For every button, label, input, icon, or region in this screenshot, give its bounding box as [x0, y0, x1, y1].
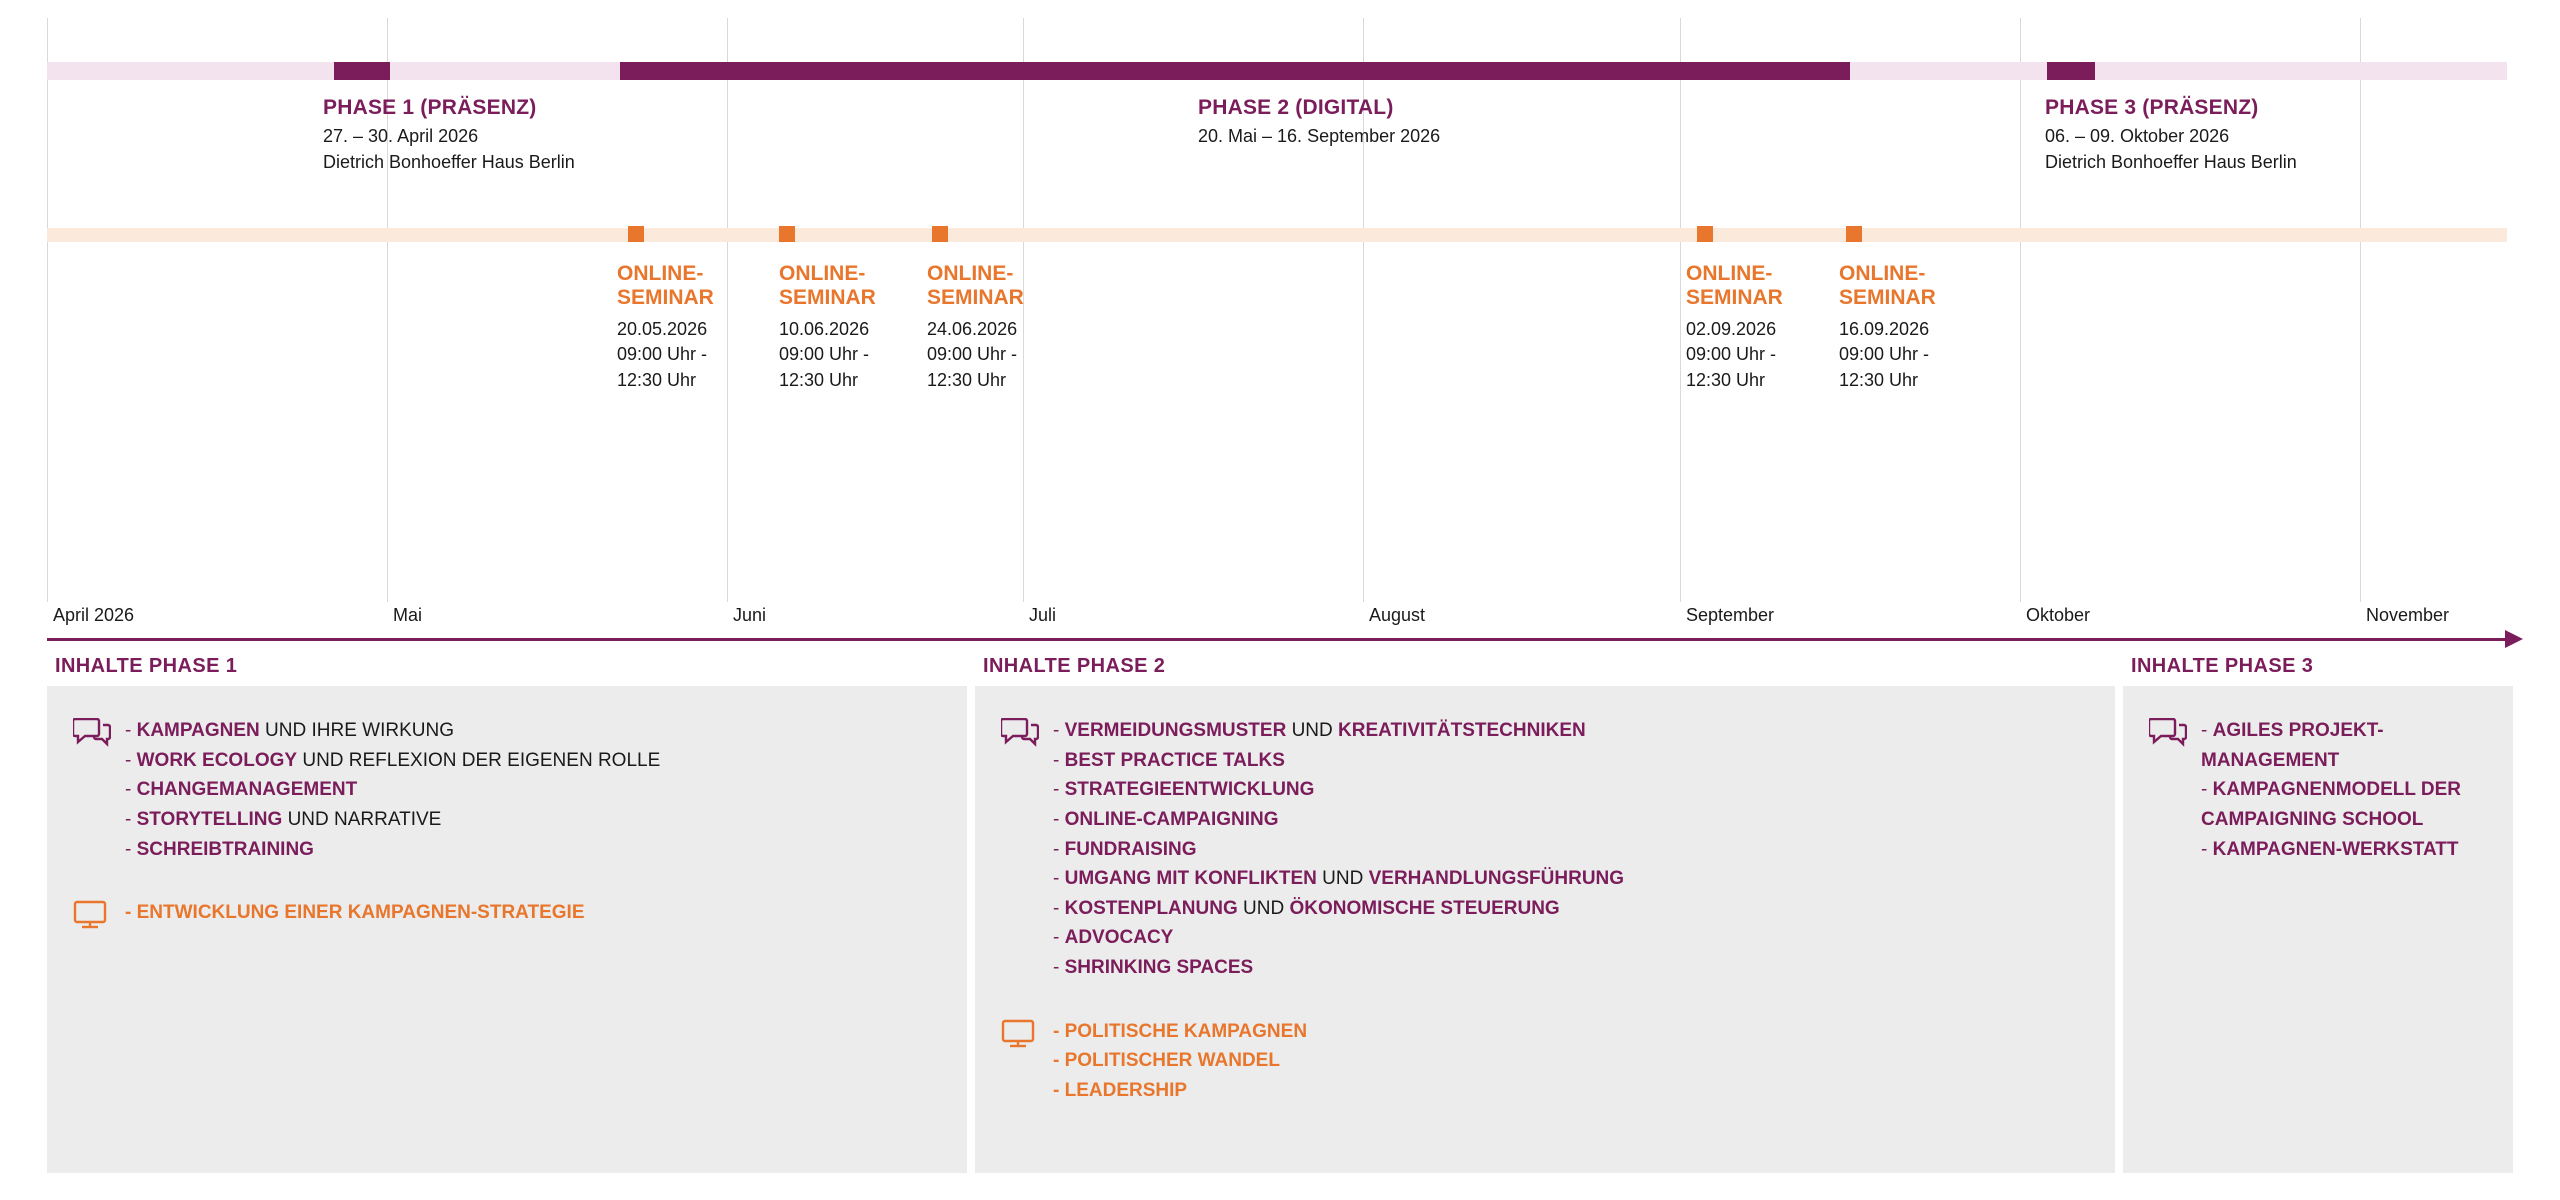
- content-group: [1001, 1017, 2089, 1106]
- seminar-marker-1: [628, 226, 644, 242]
- gridline-5: [1680, 18, 1681, 602]
- seminar-date: 24.06.2026: [927, 318, 1018, 339]
- content-item-list: [1053, 1017, 2089, 1106]
- month-label: Juni: [733, 605, 767, 625]
- phase-block-2: [1198, 96, 1440, 150]
- seminar-time-from: 09:00 Uhr -: [1686, 344, 1777, 365]
- content-group: [73, 898, 941, 935]
- list-item: - LEADERSHIP: [1053, 1079, 1188, 1101]
- seminar-marker-4: [1697, 226, 1713, 242]
- seminar-title: ONLINE- SEMINAR: [927, 262, 1024, 310]
- seminar-date: 16.09.2026: [1839, 318, 1930, 339]
- list-item: - KAMPAGNEN-WERKSTATT: [2201, 838, 2459, 860]
- seminar-time-to: 12:30 Uhr: [779, 369, 859, 390]
- month-label: Mai: [393, 605, 423, 625]
- seminar-marker-5: [1846, 226, 1862, 242]
- timeline-axis: [47, 638, 2507, 641]
- list-item: - AGILES PROJEKT- MANAGEMENT: [2201, 720, 2384, 771]
- month-label: Juli: [1029, 605, 1057, 625]
- seminar-time-from: 09:00 Uhr -: [1839, 344, 1930, 365]
- speech-bubble-icon: [73, 716, 113, 753]
- phase-location: Dietrich Bonhoeffer Haus Berlin: [2045, 151, 2297, 172]
- list-item: - VERMEIDUNGSMUSTER UND KREATIVITÄTSTECHNIKEN: [1053, 720, 1586, 741]
- seminar-marker-2: [779, 226, 795, 242]
- phase-block-1: [323, 96, 575, 175]
- list-item: - ENTWICKLUNG EINER KAMPAGNEN-STRATEGIE: [125, 902, 585, 924]
- list-item: - POLITISCHER WANDEL: [1053, 1050, 1280, 1072]
- seminar-time-to: 12:30 Uhr: [927, 369, 1007, 390]
- list-item: - WORK ECOLOGY UND REFLEXION DER EIGENEN ROLLE: [125, 749, 661, 771]
- seminar-time-from: 09:00 Uhr -: [617, 344, 708, 365]
- seminar-block-1: [617, 262, 745, 393]
- seminar-date: 10.06.2026: [779, 318, 870, 339]
- timeline-axis-arrow-icon: [2505, 630, 2523, 648]
- content-item-list: [2201, 716, 2487, 864]
- month-label: April 2026: [53, 605, 135, 625]
- list-item: - ONLINE-CAMPAIGNING: [1053, 808, 1279, 830]
- seminar-title: ONLINE- SEMINAR: [617, 262, 714, 310]
- list-item: - BEST PRACTICE TALKS: [1053, 749, 1285, 771]
- month-label: September: [1686, 605, 1775, 625]
- phase-title: PHASE 2 (DIGITAL): [1198, 96, 1394, 119]
- gridline-6: [2020, 18, 2021, 602]
- list-item: - CHANGEMANAGEMENT: [125, 779, 358, 801]
- speech-bubble-icon: [2149, 716, 2189, 753]
- panel-phase-3: [2123, 655, 2513, 1173]
- list-item: - KAMPAGNENMODELL DER CAMPAIGNING SCHOOL: [2201, 779, 2462, 830]
- phase-block-3: [2045, 96, 2297, 175]
- gridline-7: [2360, 18, 2361, 602]
- phase-title: PHASE 3 (PRÄSENZ): [2045, 96, 2259, 119]
- phase-bar-2: [620, 62, 1850, 80]
- seminar-date: 02.09.2026: [1686, 318, 1777, 339]
- list-item: - STORYTELLING UND NARRATIVE: [125, 808, 442, 830]
- list-item: - SHRINKING SPACES: [1053, 957, 1254, 978]
- panel-phase-1: [47, 655, 967, 1173]
- panel-header: INHALTE PHASE 3: [2131, 655, 2314, 677]
- monitor-icon: [73, 898, 113, 935]
- seminar-time-to: 12:30 Uhr: [617, 369, 697, 390]
- list-item: - STRATEGIEENTWICKLUNG: [1053, 779, 1315, 801]
- list-item: - POLITISCHE KAMPAGNEN: [1053, 1020, 1308, 1042]
- seminar-track-background: [47, 228, 2507, 242]
- phase-title: PHASE 1 (PRÄSENZ): [323, 96, 537, 119]
- list-item: - UMGANG MIT KONFLIKTEN UND VERHANDLUNGSFÜHRUNG: [1053, 868, 1625, 890]
- seminar-time-to: 12:30 Uhr: [1839, 369, 1919, 390]
- seminar-block-3: [927, 262, 1055, 393]
- phase-bar-3: [2047, 62, 2095, 80]
- seminar-time-to: 12:30 Uhr: [1686, 369, 1766, 390]
- seminar-marker-3: [932, 226, 948, 242]
- seminar-time-from: 09:00 Uhr -: [927, 344, 1018, 365]
- seminar-block-4: [1686, 262, 1814, 393]
- monitor-icon: [1001, 1017, 1041, 1054]
- seminar-title: ONLINE- SEMINAR: [779, 262, 876, 310]
- month-label: Oktober: [2026, 605, 2091, 625]
- panel-body: [975, 686, 2115, 1173]
- month-label: August: [1369, 605, 1426, 625]
- content-group: [73, 716, 941, 864]
- gridline-0: [47, 18, 48, 602]
- phase-bar-1: [334, 62, 390, 80]
- phase-dates: 27. – 30. April 2026: [323, 126, 479, 146]
- seminar-title: ONLINE- SEMINAR: [1839, 262, 1936, 310]
- panel-body: [47, 686, 967, 1173]
- seminar-block-5: [1839, 262, 1967, 393]
- seminar-date: 20.05.2026: [617, 318, 708, 339]
- phase-location: Dietrich Bonhoeffer Haus Berlin: [323, 151, 575, 172]
- content-item-list: [125, 898, 941, 928]
- list-item: - ADVOCACY: [1053, 927, 1174, 949]
- phase-dates: 06. – 09. Oktober 2026: [2045, 126, 2230, 146]
- list-item: - KOSTENPLANUNG UND ÖKONOMISCHE STEUERUNG: [1053, 897, 1560, 919]
- panel-body: [2123, 686, 2513, 1173]
- content-item-list: [125, 716, 941, 864]
- seminar-title: ONLINE- SEMINAR: [1686, 262, 1783, 310]
- month-label: November: [2366, 605, 2450, 625]
- list-item: - SCHREIBTRAINING: [125, 838, 314, 860]
- panel-phase-2: [975, 655, 2115, 1173]
- phase-dates: 20. Mai – 16. September 2026: [1198, 126, 1441, 146]
- list-item: - KAMPAGNEN UND IHRE WIRKUNG: [125, 720, 454, 741]
- content-item-list: [1053, 716, 2089, 983]
- list-item: - FUNDRAISING: [1053, 838, 1197, 860]
- content-group: [1001, 716, 2089, 983]
- content-group: [2149, 716, 2487, 864]
- speech-bubble-icon: [1001, 716, 1041, 753]
- seminar-block-2: [779, 262, 907, 393]
- panel-header: INHALTE PHASE 2: [983, 655, 1166, 677]
- content-panels: [0, 655, 2560, 1200]
- panel-header: INHALTE PHASE 1: [55, 655, 238, 677]
- seminar-time-from: 09:00 Uhr -: [779, 344, 870, 365]
